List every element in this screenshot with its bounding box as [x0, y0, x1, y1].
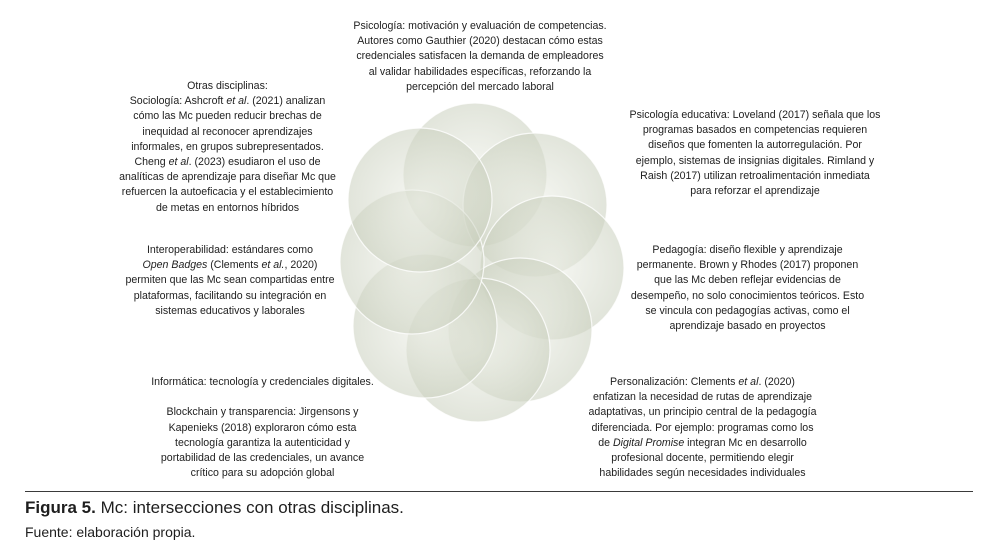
label-line: permanente. Brown y Rhodes (2017) proponen [636, 259, 859, 272]
label-text: Cheng [134, 156, 169, 169]
label-line: Kapenieks (2018) exploraron cómo esta [168, 421, 357, 434]
label-line: Blockchain y transparencia: Jirgensons y [166, 406, 359, 419]
label-line: habilidades según necesidades individuales [599, 467, 806, 480]
label-informatica [120, 375, 405, 481]
label-line: enfatizan la necesidad de rutas de aprendizaje [592, 391, 813, 404]
figure-title: Mc: intersecciones con otras disciplinas. [95, 498, 404, 517]
label-line: se vincula con pedagogías activas, como el [645, 304, 850, 317]
label-psicologia [330, 19, 630, 95]
label-line [560, 436, 845, 451]
label-text: . (2023) esudiaron el uso de [188, 156, 321, 169]
label-line: cómo las Mc pueden reducir brechas de [133, 110, 322, 123]
label-line: al validar habilidades específicas, reforzando la [368, 65, 592, 78]
label-line: adaptativas, un principio central de la pedagogía [588, 406, 817, 419]
label-text: Personalización: Clements [610, 376, 739, 388]
figure-number: Figura 5. [25, 498, 96, 517]
label-italic: et al [738, 376, 759, 388]
figure-caption [25, 497, 404, 519]
label-text: integran Mc en desarrollo [684, 436, 807, 449]
label-otras-disciplinas [100, 79, 355, 216]
label-psicologia-educativa [605, 108, 905, 199]
label-line: refuercen la autoeficacia y el establecimiento [121, 186, 334, 199]
label-line: credenciales satisfacen la demanda de empleadores [356, 50, 604, 63]
label-line: crítico para su adopción global [190, 467, 335, 480]
label-line [100, 94, 355, 109]
label-line: analíticas de aprendizaje para diseñar Mc que [119, 171, 336, 184]
label-spacer [120, 390, 405, 405]
label-line: desempeño, no solo conocimientos teóricos. Esto [630, 289, 865, 302]
label-line: diseños que fomenten la autorregulación. Por [648, 139, 862, 152]
label-interoperabilidad [105, 243, 355, 319]
label-line: percepción del mercado laboral [406, 80, 554, 93]
label-text: (Clements [207, 259, 262, 272]
label-italic: et al [226, 95, 247, 108]
label-line: que las Mc deben reflejar evidencias de [654, 274, 841, 287]
label-line: profesional docente, permitiendo elegir [611, 452, 794, 465]
label-line: sistemas educativos y laborales [155, 304, 305, 317]
label-text: de [598, 436, 613, 449]
label-line: Autores como Gauthier (2020) destacan cómo estas [357, 35, 603, 48]
label-line: Psicología: motivación y evaluación de competencias. [353, 20, 607, 32]
label-line: plataformas, facilitando su integración en [133, 289, 327, 302]
label-text: Sociología: Ashcroft [129, 95, 227, 108]
label-italic: et al. [261, 259, 285, 272]
label-line: Raish (2017) utilizan retroalimentación inmediata [640, 169, 870, 182]
label-line: Interoperabilidad: estándares como [146, 244, 314, 256]
label-line: ejemplo, sistemas de insignias digitales. Rimland y [635, 154, 875, 167]
label-line: inequidad al reconocer aprendizajes [142, 125, 313, 138]
label-line: portabilidad de las credenciales, un avance [160, 452, 365, 465]
label-text: . (2020) [758, 376, 795, 388]
label-line: Otras disciplinas: [187, 80, 268, 92]
label-italic: Open Badges [142, 259, 208, 272]
label-line: para reforzar el aprendizaje [690, 185, 820, 198]
label-italic: Digital Promise [613, 436, 685, 449]
label-line: tecnología garantiza la autenticidad y [175, 436, 350, 449]
label-line [105, 258, 355, 273]
label-line: Informática: tecnología y credenciales digitales. [151, 376, 374, 388]
label-line: Psicología educativa: Loveland (2017) señala que los [629, 109, 881, 121]
label-text: . (2021) analizan [246, 95, 326, 108]
label-personalizacion [560, 375, 845, 481]
label-italic: et al [168, 156, 189, 169]
label-line [100, 155, 355, 170]
venn-circle [348, 128, 492, 272]
label-line: de metas en entornos híbridos [155, 201, 300, 214]
caption-divider [25, 491, 973, 492]
label-line: programas basados en competencias requieren [642, 124, 868, 137]
label-line [560, 375, 845, 390]
label-text: , 2020) [284, 259, 318, 272]
figure-source: Fuente: elaboración propia. [25, 524, 196, 540]
label-line: permiten que las Mc sean compartidas entre [125, 274, 335, 287]
label-line: informales, en grupos subrepresentados. [131, 140, 324, 153]
label-line: Pedagogía: diseño flexible y aprendizaje [652, 244, 843, 256]
label-line: aprendizaje basado en proyectos [669, 320, 826, 333]
label-line: diferenciada. Por ejemplo: programas como los [591, 421, 814, 434]
label-pedagogia [615, 243, 880, 334]
